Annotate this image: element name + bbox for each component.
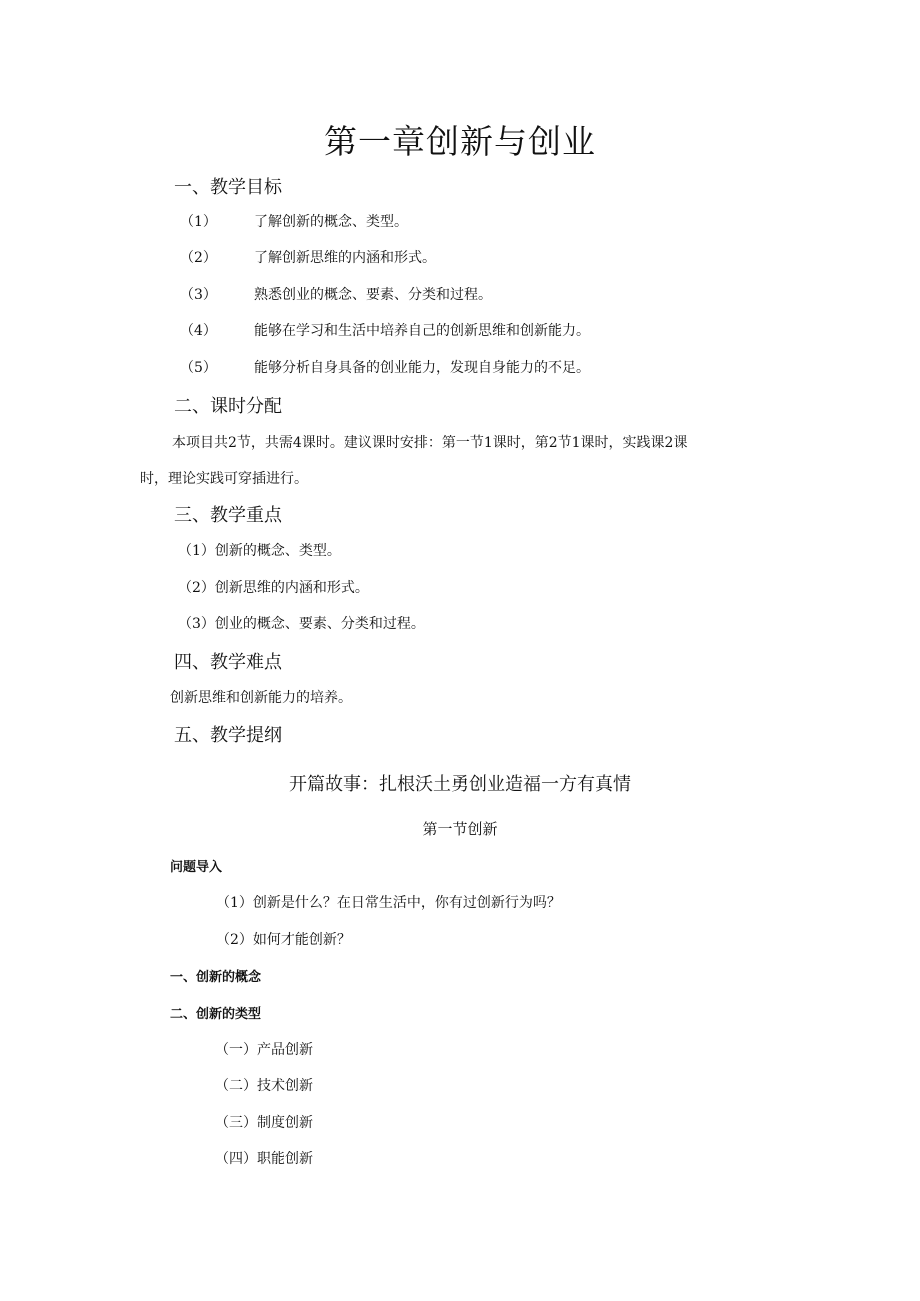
goal-item-4 xyxy=(180,320,590,340)
section-title: 第一节创新 xyxy=(422,820,498,838)
class-hours-line-2: 时，理论实践可穿插进行。 xyxy=(140,471,308,487)
goal-item-2 xyxy=(180,247,436,267)
key-point-3: （3）创业的概念、要素、分类和过程。 xyxy=(178,616,425,632)
goal-item-1 xyxy=(180,211,408,231)
difficulty-text: 创新思维和创新能力的培养。 xyxy=(170,690,352,706)
key-point-2: （2）创新思维的内涵和形式。 xyxy=(178,580,369,596)
type-item-2: （二）技术创新 xyxy=(215,1078,313,1094)
goal-item-3 xyxy=(180,284,492,304)
heading-difficulties: 四、教学难点 xyxy=(174,652,282,673)
page-title: 第一章创新与创业 xyxy=(324,122,596,161)
heading-key-points: 三、教学重点 xyxy=(174,505,282,526)
heading-class-hours: 二、课时分配 xyxy=(174,396,282,417)
type-item-1: （一）产品创新 xyxy=(215,1042,313,1058)
key-point-1: （1）创新的概念、类型。 xyxy=(178,543,341,559)
goal-num: （5） xyxy=(180,360,217,376)
goal-num: （1） xyxy=(180,214,217,230)
opening-story-title: 开篇故事：扎根沃土勇创业造福一方有真情 xyxy=(289,774,631,795)
question-1: （1）创新是什么？在日常生活中，你有过创新行为吗？ xyxy=(216,895,561,911)
class-hours-line-1: 本项目共2节，共需4课时。建议课时安排：第一节1课时，第2节1课时，实践课2课 xyxy=(172,435,688,451)
goal-num: （2） xyxy=(180,250,217,266)
goal-text: 熟悉创业的概念、要素、分类和过程。 xyxy=(254,287,492,303)
goal-item-5 xyxy=(180,357,590,377)
goal-num: （3） xyxy=(180,287,217,303)
heading-outline: 五、教学提纲 xyxy=(174,725,282,746)
goal-text: 能够分析自身具备的创业能力，发现自身能力的不足。 xyxy=(254,360,590,376)
goal-text: 了解创新思维的内涵和形式。 xyxy=(254,250,436,266)
type-item-3: （三）制度创新 xyxy=(215,1115,313,1131)
heading-teaching-goals: 一、教学目标 xyxy=(174,177,282,198)
goal-text: 了解创新的概念、类型。 xyxy=(254,214,408,230)
type-item-4: （四）职能创新 xyxy=(215,1151,313,1167)
question-2: （2）如何才能创新？ xyxy=(216,932,351,948)
concept-heading: 一、创新的概念 xyxy=(170,970,262,985)
goal-num: （4） xyxy=(180,323,217,339)
question-intro-heading: 问题导入 xyxy=(170,860,223,875)
types-heading: 二、创新的类型 xyxy=(170,1007,262,1022)
goal-text: 能够在学习和生活中培养自己的创新思维和创新能力。 xyxy=(254,323,590,339)
